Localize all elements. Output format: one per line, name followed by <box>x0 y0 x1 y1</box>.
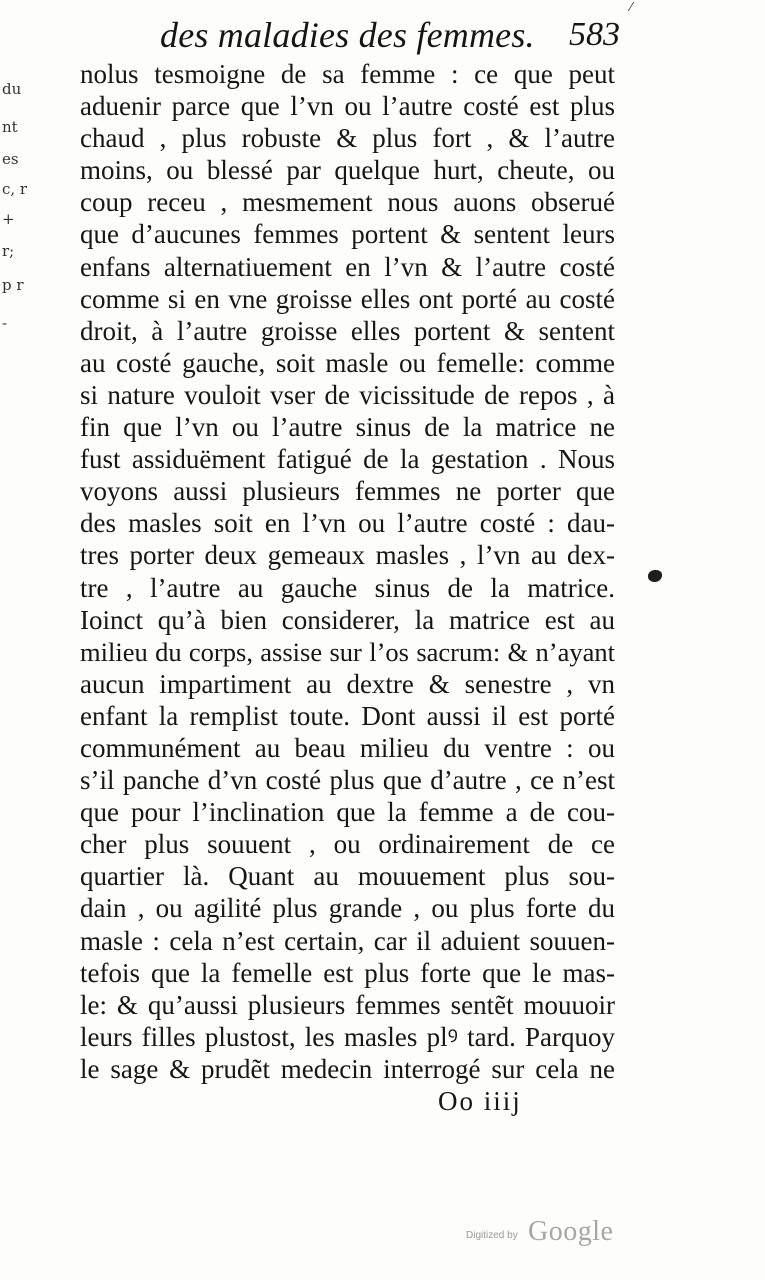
text-line: que d’aucunes femmes portent & sentent leurs <box>80 219 615 250</box>
margin-fragment: p r <box>2 276 24 294</box>
google-logo: Google <box>528 1216 614 1247</box>
text-line: tre , l’autre au gauche sinus de la matrice. <box>80 572 615 603</box>
margin-fragment: r; <box>2 242 15 260</box>
text-line: que pour l’inclination que la femme a de cou- <box>80 797 615 828</box>
corner-ink-mark: ⁄ <box>630 0 633 14</box>
text-line: chaud , plus robuste & plus fort , & l’autre <box>80 123 615 154</box>
margin-fragment: nt <box>2 118 18 136</box>
text-line: aucun impartiment au dextre & senestre , vn <box>80 668 615 699</box>
text-line: dain , ou agilité plus grande , ou plus forte du <box>80 893 615 924</box>
ink-blot <box>648 570 662 582</box>
facing-page-bleed <box>0 70 34 890</box>
text-line: quartier là. Quant au mouuement plus sou- <box>80 861 615 892</box>
text-line: leurs filles plustost, les masles plꝰ tard. Parquoy <box>80 1021 615 1052</box>
text-line: milieu du corps, assise sur l’os sacrum: & n’ayant <box>80 636 615 667</box>
body-text <box>80 58 615 1085</box>
text-line: coup receu , mesmement nous auons obserué <box>80 187 615 218</box>
text-line: enfans alternatiuement en l’vn & l’autre costé <box>80 251 615 282</box>
margin-fragment: + <box>2 210 15 228</box>
text-line: fin que l’vn ou l’autre sinus de la matrice ne <box>80 412 615 443</box>
text-line: le: & qu’aussi plusieurs femmes sentẽt mouuoir <box>80 989 615 1020</box>
text-line: aduenir parce que l’vn ou l’autre costé est plus <box>80 91 615 122</box>
margin-fragment: - <box>2 314 8 332</box>
page-header <box>160 14 620 58</box>
page-number: 583 <box>569 16 620 53</box>
running-title: des maladies des femmes. <box>160 15 535 55</box>
text-line: fust assiduëment fatigué de la gestation . Nous <box>80 444 615 475</box>
text-line: moins, ou blessé par quelque hurt, cheute, ou <box>80 155 615 186</box>
text-line: des masles soit en l’vn ou l’autre costé : dau- <box>80 508 615 539</box>
margin-fragment: c, r <box>2 180 28 198</box>
digitization-watermark <box>466 1214 626 1254</box>
margin-fragment: du <box>2 80 22 98</box>
text-line: si nature vouloit vser de vicissitude de repos , à <box>80 379 615 410</box>
text-line: tres porter deux gemeaux masles , l’vn au dex- <box>80 540 615 571</box>
signature-mark: Oo iiij <box>438 1086 522 1116</box>
text-line: voyons aussi plusieurs femmes ne porter que <box>80 476 615 507</box>
text-line: communément au beau milieu du ventre : ou <box>80 732 615 763</box>
text-line: s’il panche d’vn costé plus que d’autre , ce n’est <box>80 765 615 796</box>
text-line: au costé gauche, soit masle ou femelle: comme <box>80 347 615 378</box>
text-line: tefois que la femelle est plus forte que le mas- <box>80 957 615 988</box>
text-line: masle : cela n’est certain, car il aduient souuen- <box>80 925 615 956</box>
text-line: droit, à l’autre groisse elles portent & sentent <box>80 315 615 346</box>
text-line: enfant la remplist toute. Dont aussi il est porté <box>80 700 615 731</box>
text-line: le sage & prudẽt medecin interrogé sur cela ne <box>80 1053 615 1084</box>
text-line: cher plus souuent , ou ordinairement de ce <box>80 829 615 860</box>
text-line: Ioinct qu’à bien considerer, la matrice est au <box>80 604 615 635</box>
text-line: nolus tesmoigne de sa femme : ce que peut <box>80 59 615 89</box>
watermark-prefix: Digitized by <box>466 1230 518 1241</box>
text-line: comme si en vne groisse elles ont porté au costé <box>80 283 615 314</box>
margin-fragment: es <box>2 150 19 168</box>
